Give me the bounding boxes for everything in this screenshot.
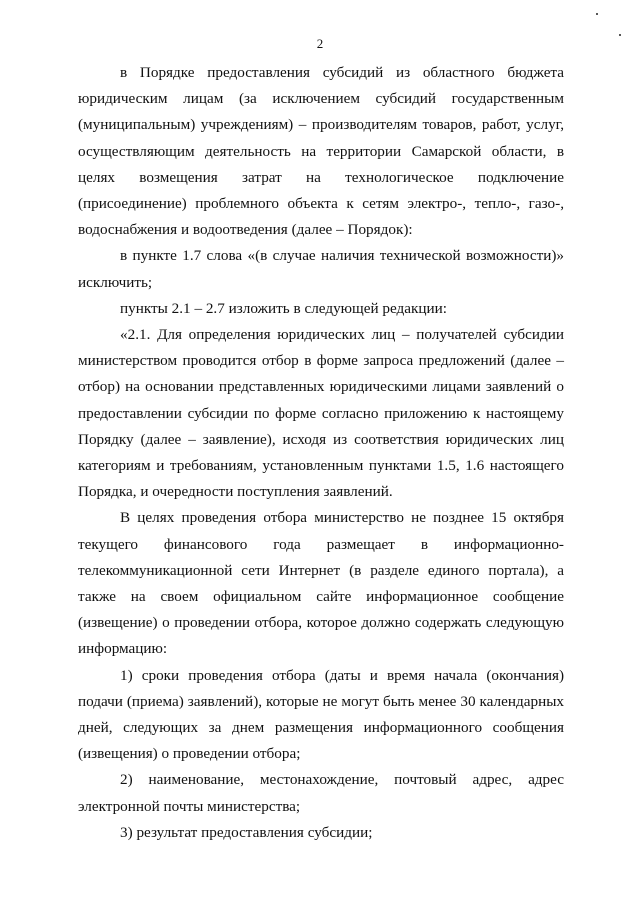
list-item-2: 2) наименование, местонахождение, почтовый адрес, адрес электронной почты министерства;: [78, 771, 564, 815]
paragraph-selection-notice: В целях проведения отбора министерство не позднее 15 октября текущего финансового года размещает в информационно-телекоммуникационной сети Интернет (в разделе единого портала), а также на своем официальном сайте информационное сообщение (извещение) о проведении отбора, которое должно содержать следующую информацию:: [78, 509, 564, 658]
paragraph-amendment-intro: в Порядке предоставления субсидий из областного бюджета юридическим лицам (за исключением субсидий государственным (муниципальным) учреждениям) – производителям товаров, работ, услуг, осуществляющим деятельность на территории Самарской области, в целях возмещения затрат на технологическое подключение (присоединение) проблемного объекта к сетям электро-, тепло-, газо-, водоснабжения и водоотведения (далее – Порядок):: [78, 64, 564, 239]
paragraph-clauses-2-1-2-7: пункты 2.1 – 2.7 изложить в следующей редакции:: [120, 299, 447, 317]
paragraph-clause-2-1: «2.1. Для определения юридических лиц – получателей субсидии министерством проводится отбор в форме запроса предложений (далее – отбор) на основании представленных юридическими лицами заявлений о предоставлении субсидии по форме согласно приложению к настоящему Порядку (далее – заявление), исходя из соответствия юридических лиц категориям и требованиям, установленным пунктами 1.5, 1.6 настоящего Порядка, и очередности поступления заявлений.: [78, 326, 564, 501]
document-body: [78, 60, 564, 846]
paragraph-clause-1-7: в пункте 1.7 слова «(в случае наличия технической возможности)» исключить;: [78, 247, 564, 291]
list-item-3: 3) результат предоставления субсидии;: [120, 823, 373, 841]
scan-dot-mark: [619, 34, 621, 36]
list-item-1: 1) сроки проведения отбора (даты и время начала (окончания) подачи (приема) заявлений), которые не могут быть менее 30 календарных дней, следующих за днем размещения информационного сообщения (извещения) о проведении отбора;: [78, 666, 564, 763]
scan-dot-mark: [596, 13, 598, 15]
page-number: 2: [316, 36, 324, 51]
